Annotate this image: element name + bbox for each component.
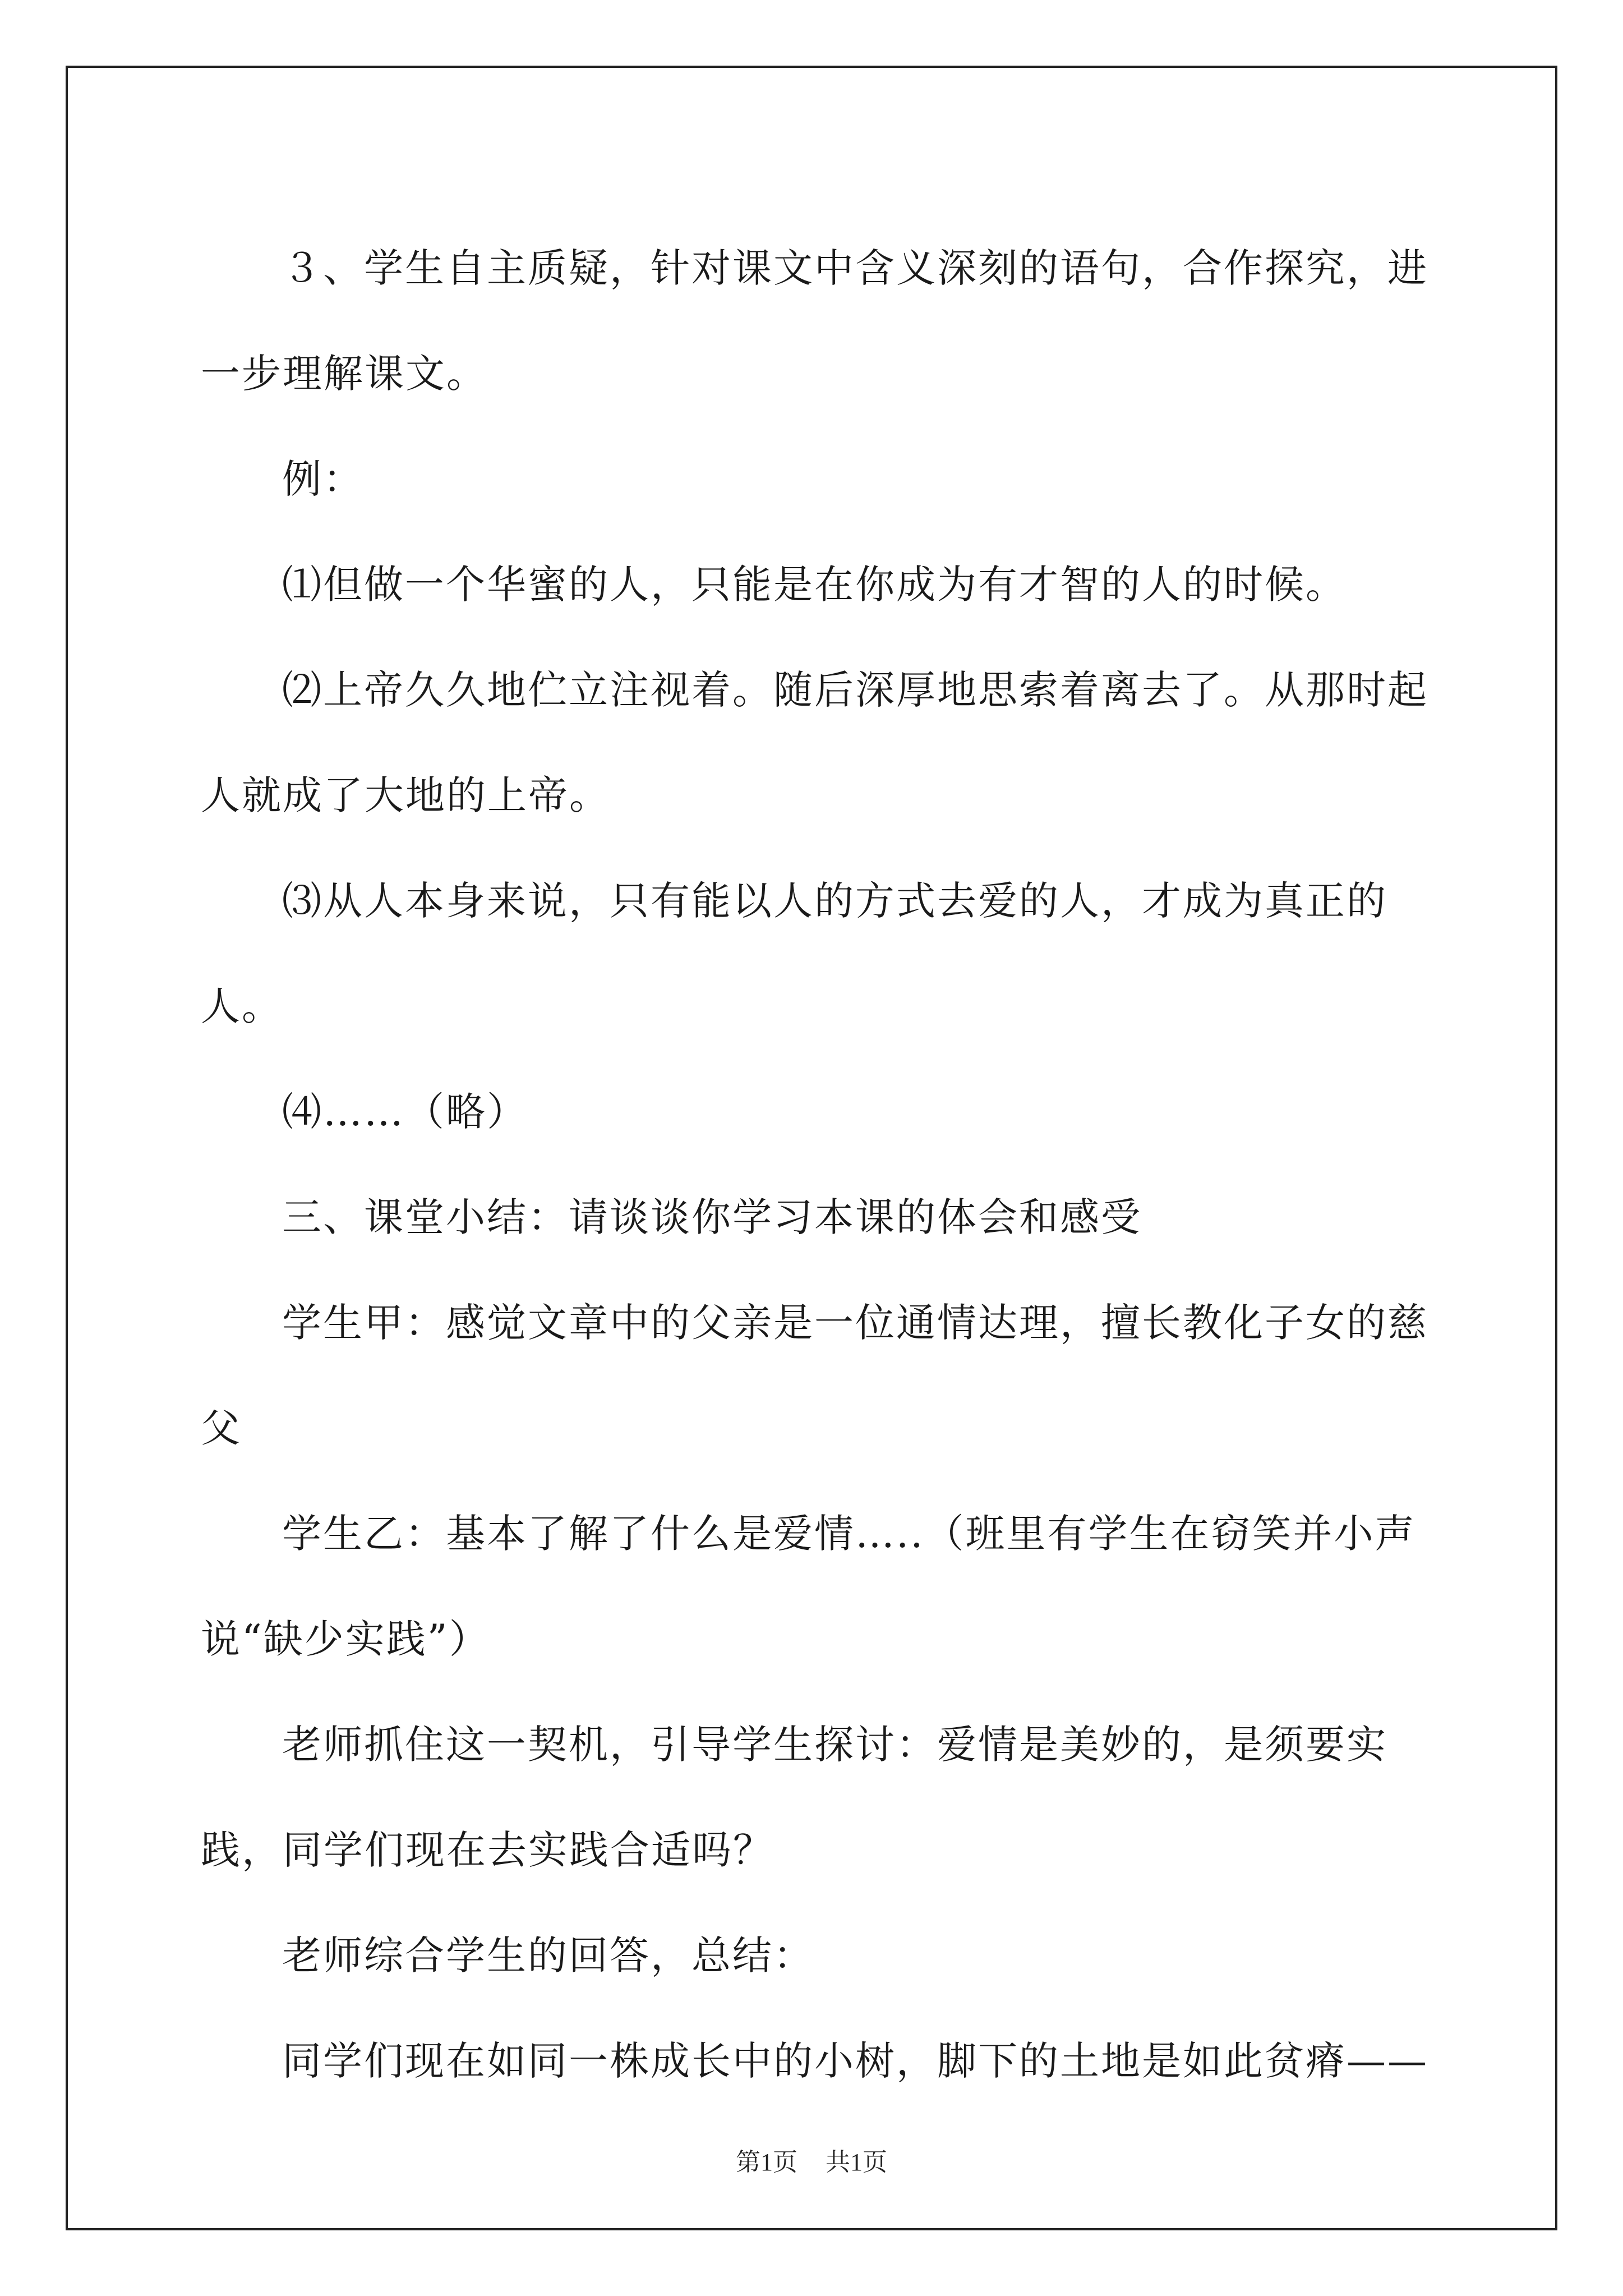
paragraph-example-4: ⑷……（略） [282, 1089, 528, 1135]
paragraph-example-1: ⑴但做一个华蜜的人，只能是在你成为有才智的人的时候。 [282, 562, 1347, 608]
paragraph-example-label: 例： [282, 456, 364, 502]
paragraph-student-a: 学生甲：感觉文章中的父亲是一位通情达理，擅长教化子女的慈父 [201, 1300, 1428, 1451]
page-number: 第1页 [736, 2148, 797, 2176]
paragraph-teacher-summary: 老师综合学生的回答，总结： [282, 1932, 814, 1978]
paragraph-example-2: ⑵上帝久久地伫立注视着。随后深厚地思索着离去了。从那时起人就成了大地的上帝。 [201, 667, 1428, 818]
paragraph-example-3: ⑶从人本身来说，只有能以人的方式去爱的人，才成为真正的人。 [201, 878, 1387, 1029]
paragraph-student-b: 学生乙：基本了解了什么是爱情…..（班里有学生在窃笑并小声说“缺少实践”） [201, 1511, 1416, 1662]
paragraph-conclusion: 同学们现在如同一株成长中的小树，脚下的土地是如此贫瘠—— [282, 2038, 1428, 2084]
page-footer [0, 2146, 1623, 2179]
paragraph-class-summary-heading: 三、课堂小结：请谈谈你学习本课的体会和感受 [282, 1194, 1142, 1240]
document-body [201, 215, 1435, 2114]
paragraph-questioning: ３、学生自主质疑，针对课文中含义深刻的语句，合作探究，进一步理解课文。 [201, 245, 1428, 397]
paragraph-teacher-discussion: 老师抓住这一契机，引导学生探讨：爱情是美妙的，是须要实践，同学们现在去实践合适吗？ [201, 1722, 1387, 1873]
page-total: 共1页 [826, 2148, 887, 2176]
